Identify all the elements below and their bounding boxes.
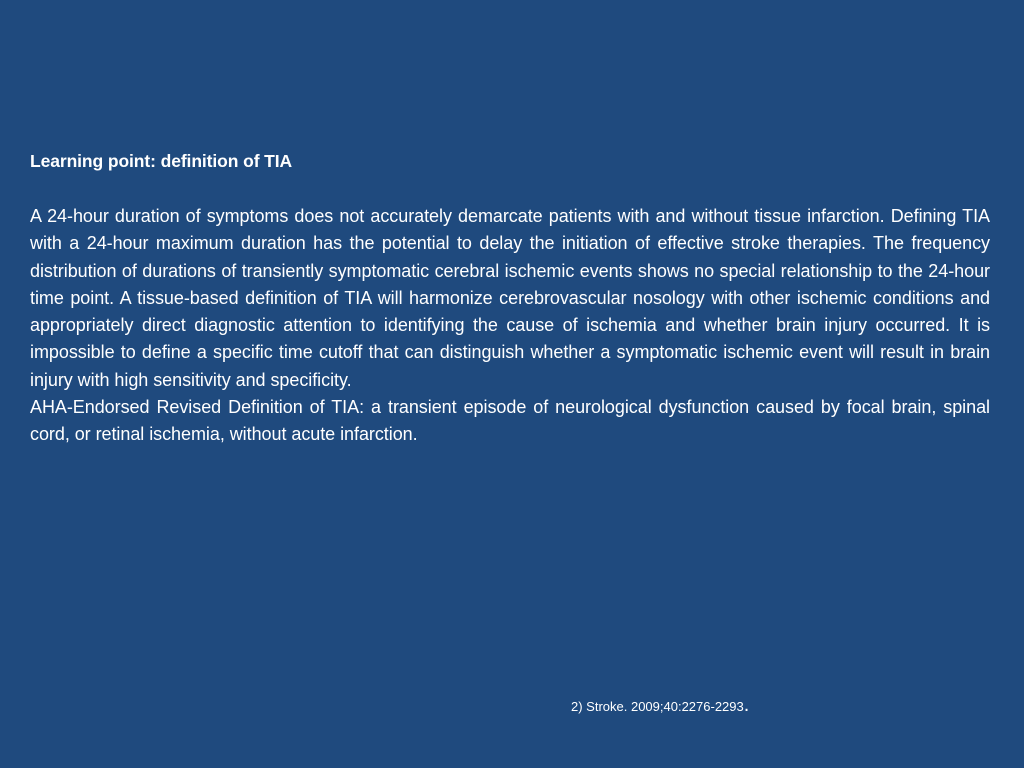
citation <box>571 695 749 717</box>
citation-period: . <box>743 694 750 716</box>
citation-text: 2) Stroke. 2009;40:2276-2293 <box>571 699 744 714</box>
definition-paragraph: AHA-Endorsed Revised Definition of TIA: a transient episode of neurological dysfunction caused by focal brain, spinal cord, or retinal ischemia, without acute infarction. <box>30 397 990 445</box>
slide-content <box>30 149 990 449</box>
body-paragraph: A 24-hour duration of symptoms does not accurately demarcate patients with and without tissue infarction. Defining TIA with a 24-hour maximum duration has the potential to delay the initiation of effective stroke therapies. The frequency distribution of durations of transiently symptomatic cerebral ischemic events shows no special relationship to the 24-hour time point. A tissue-based definition of TIA will harmonize cerebrovascular nosology with other ischemic conditions and appropriately direct diagnostic attention to identifying the cause of ischemia and whether brain injury occurred. It is impossible to define a specific time cutoff that can distinguish whether a symptomatic ischemic event will result in brain injury with high sensitivity and specificity. <box>30 206 990 390</box>
slide-heading: Learning point: definition of TIA <box>30 151 293 171</box>
